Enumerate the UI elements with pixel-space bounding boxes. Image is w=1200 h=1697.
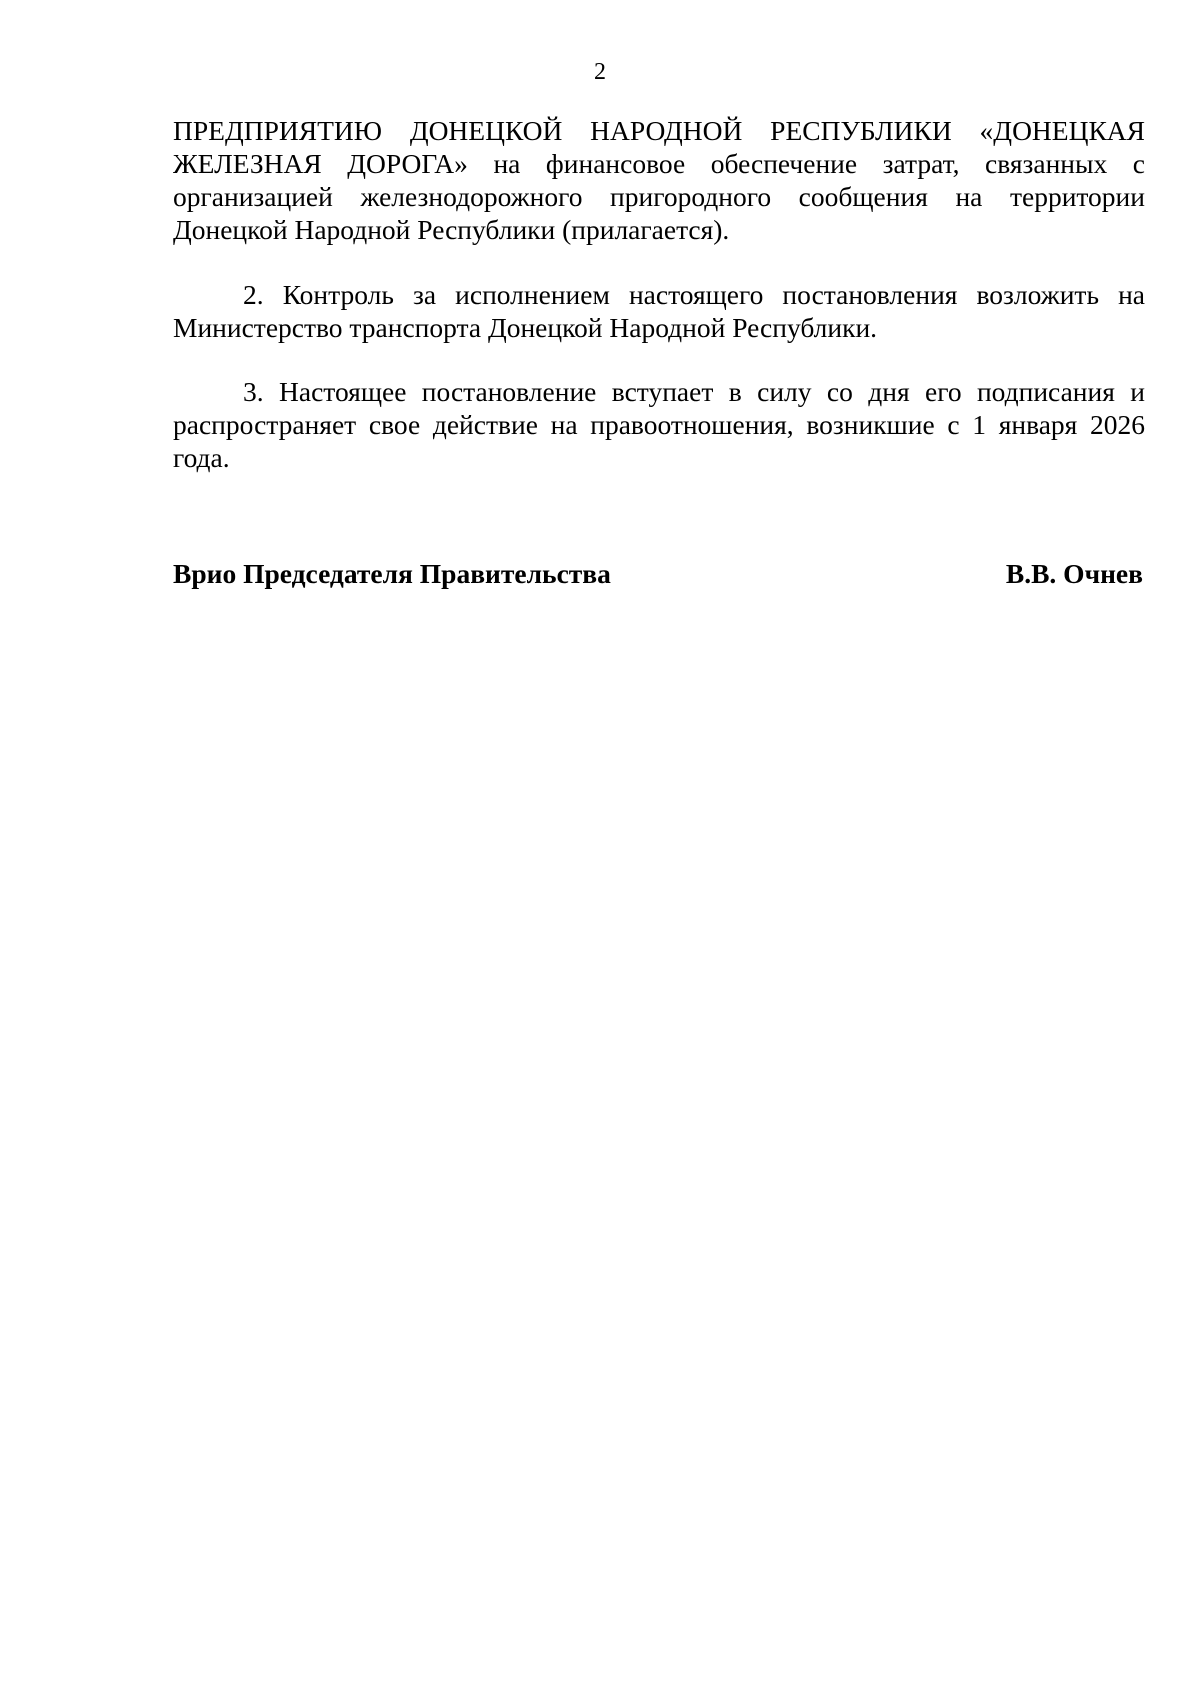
- paragraph-effective-date: [173, 375, 1145, 474]
- paragraph-text: 3. Настоящее постановление вступает в силу со дня его подписания и распространяет свое действие на правоотношения, возникшие с 1 января 2026 года.: [173, 376, 1145, 473]
- signatory-name: В.В. Очнев: [1005, 558, 1143, 589]
- paragraph-text: ПРЕДПРИЯТИЮ ДОНЕЦКОЙ НАРОДНОЙ РЕСПУБЛИКИ «ДОНЕЦКАЯ ЖЕЛЕЗНАЯ ДОРОГА» на финансовое обеспечение затрат, связанных с организацией железнодорожного пригородного сообщения на территории Донецкой Народной Республики (прилагается).: [173, 115, 1145, 245]
- paragraph-continuation: [173, 114, 1145, 246]
- paragraph-text: 2. Контроль за исполнением настоящего постановления возложить на Министерство транспорта Донецкой Народной Республики.: [173, 279, 1145, 343]
- page-number: 2: [594, 59, 606, 85]
- signatory-title: Врио Председателя Правительства: [173, 558, 611, 589]
- paragraph-control: [173, 278, 1145, 344]
